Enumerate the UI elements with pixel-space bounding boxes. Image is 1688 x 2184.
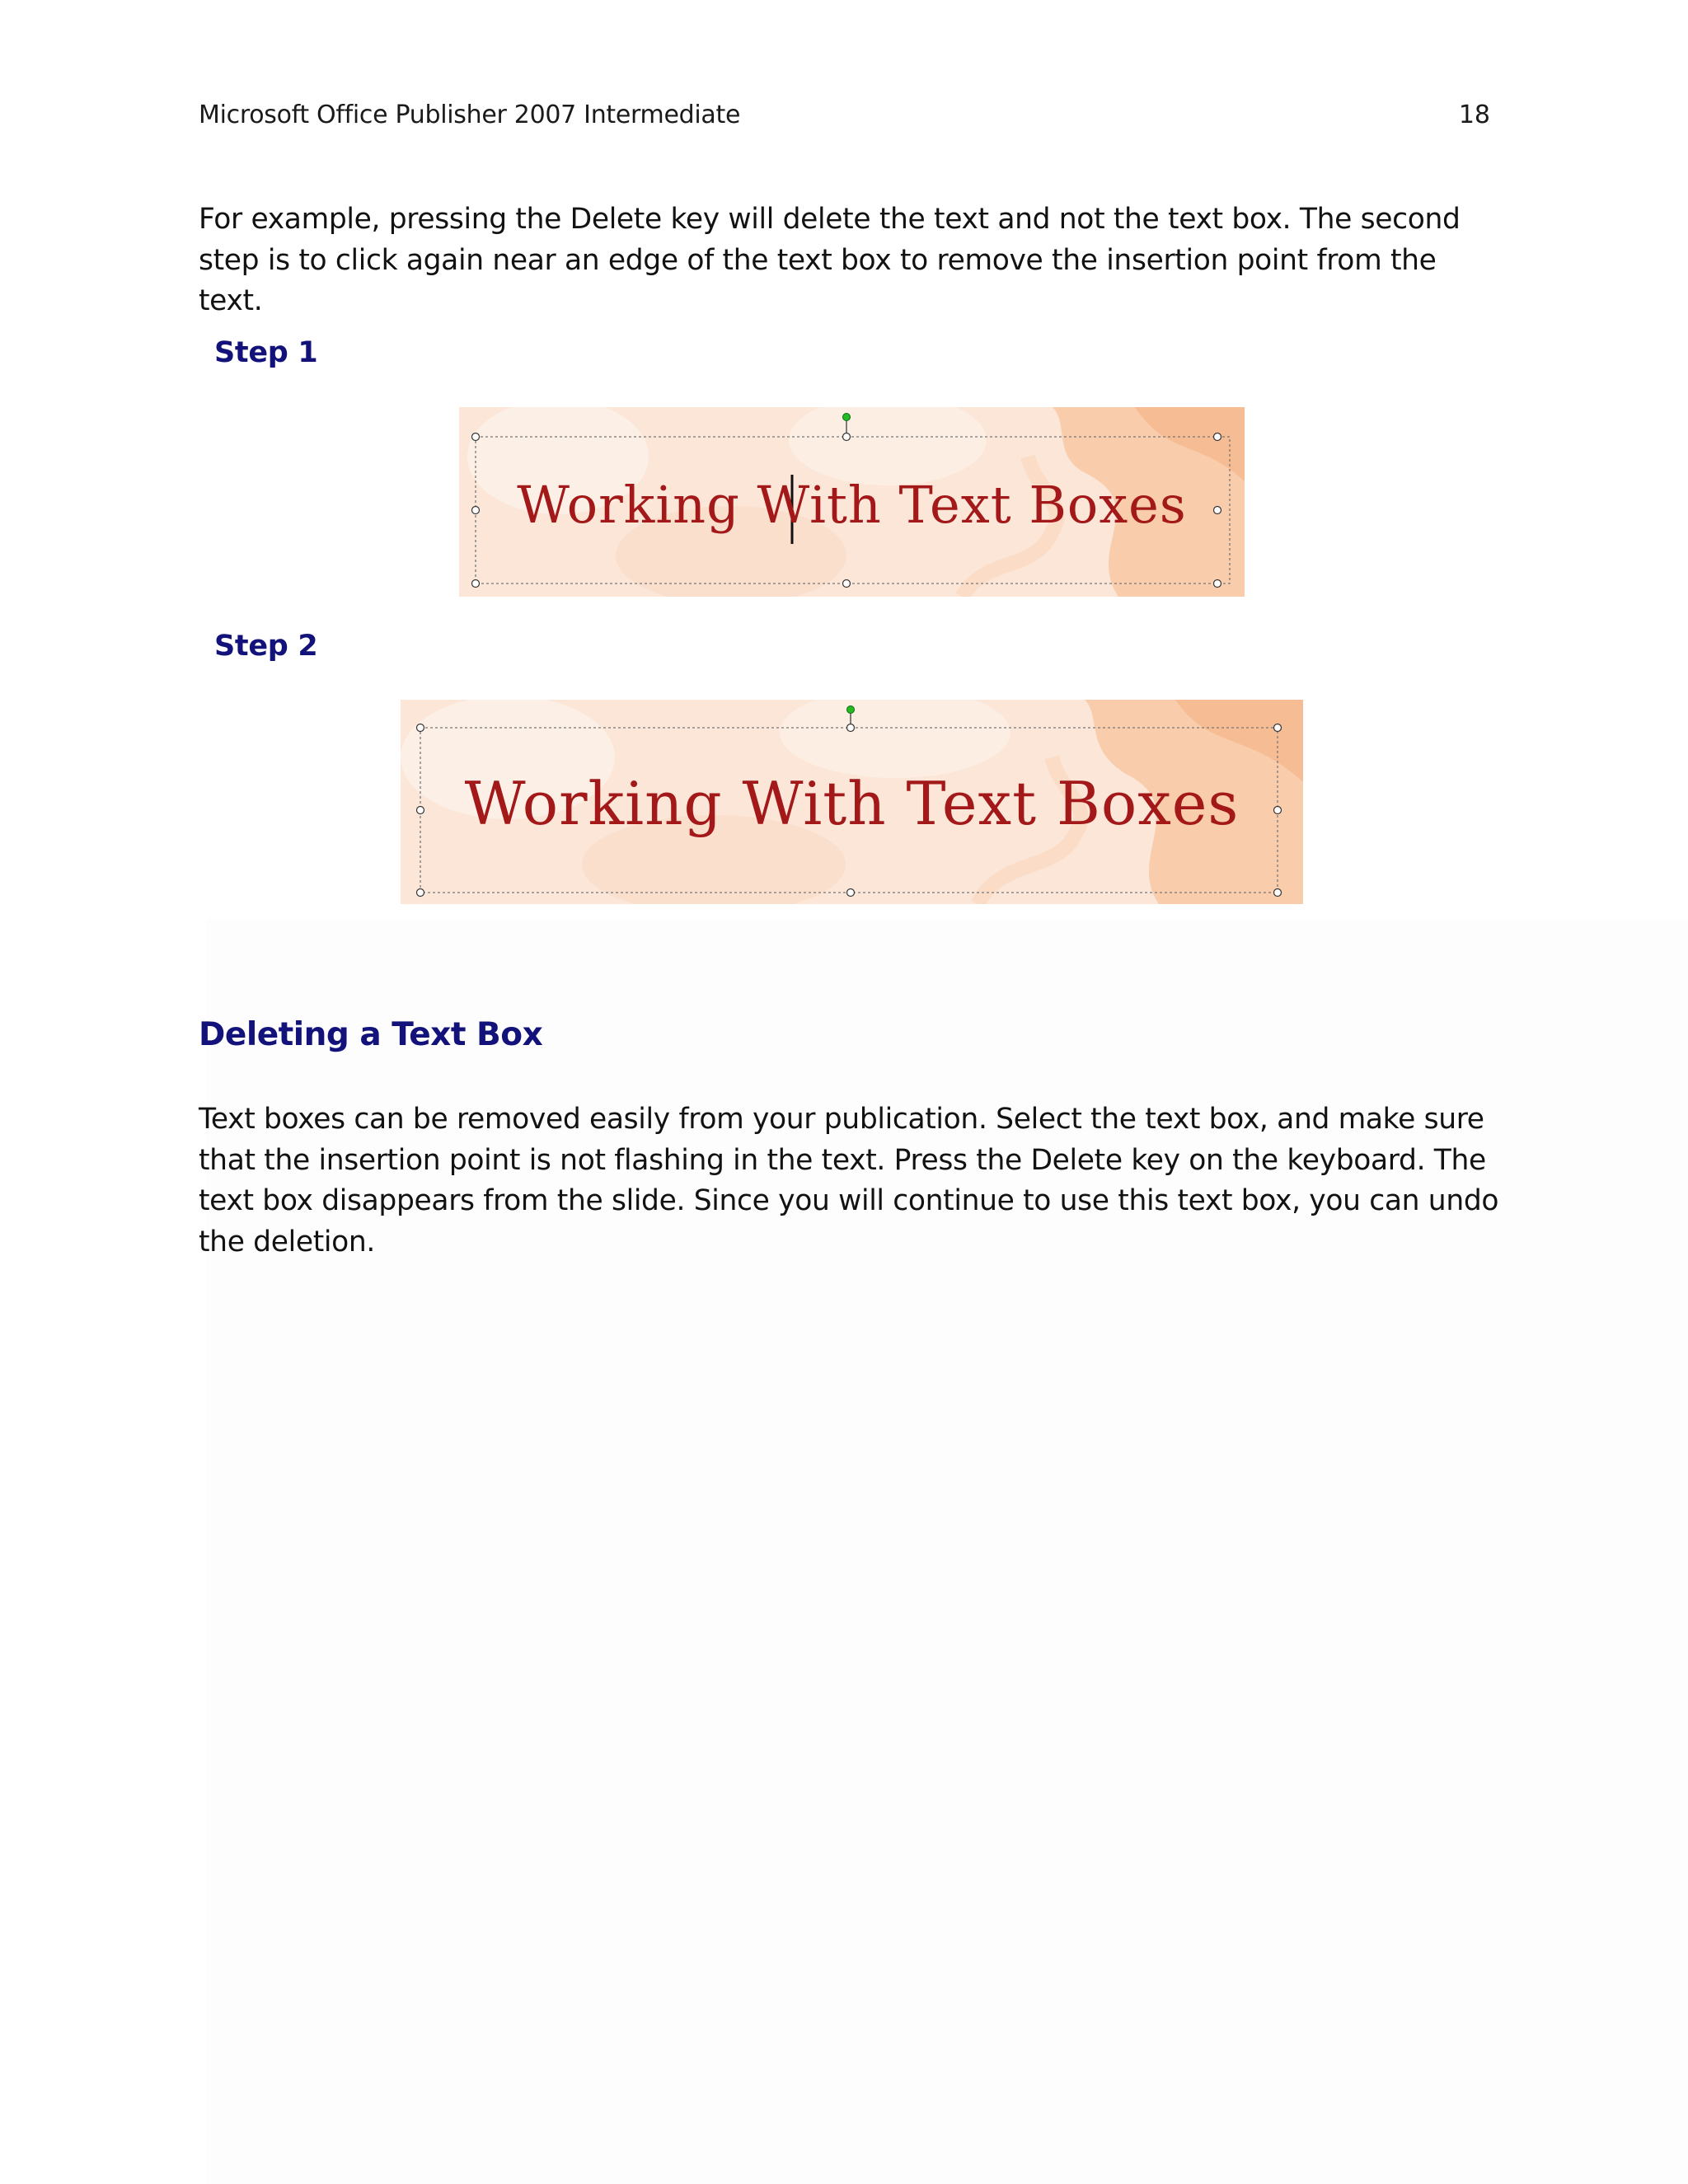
- step-1-label: Step 1: [214, 336, 318, 369]
- intro-text: For example, pressing the Delete key will delete the text and not the text box. The second step is to click again near an edge of the text box to remove the insertion point from the text.: [199, 203, 1461, 317]
- step-2-banner-text: Working With Text Boxes: [464, 769, 1240, 838]
- step-2-screenshot: [401, 700, 1303, 904]
- rotation-handle-icon: [847, 706, 855, 714]
- running-header-title: Microsoft Office Publisher 2007 Intermediate: [199, 101, 741, 129]
- step-1-screenshot: [459, 407, 1245, 597]
- page-number: 18: [1458, 101, 1490, 129]
- section-body-text: Text boxes can be removed easily from your publication. Select the text box, and make sure that the insertion point is not flashing in the text. Press the Delete key on the keyboard. The text box disappears from the slide. Since you will continue to use this text box, you can undo the deletion.: [199, 1103, 1499, 1258]
- rotation-handle-icon: [843, 414, 851, 421]
- section-paragraph: [199, 1099, 1501, 1263]
- step-2-label: Step 2: [214, 630, 318, 663]
- intro-paragraph: [199, 199, 1501, 322]
- step-1-banner-text: Working With Text Boxes: [517, 475, 1187, 535]
- section-heading: Deleting a Text Box: [199, 1016, 543, 1053]
